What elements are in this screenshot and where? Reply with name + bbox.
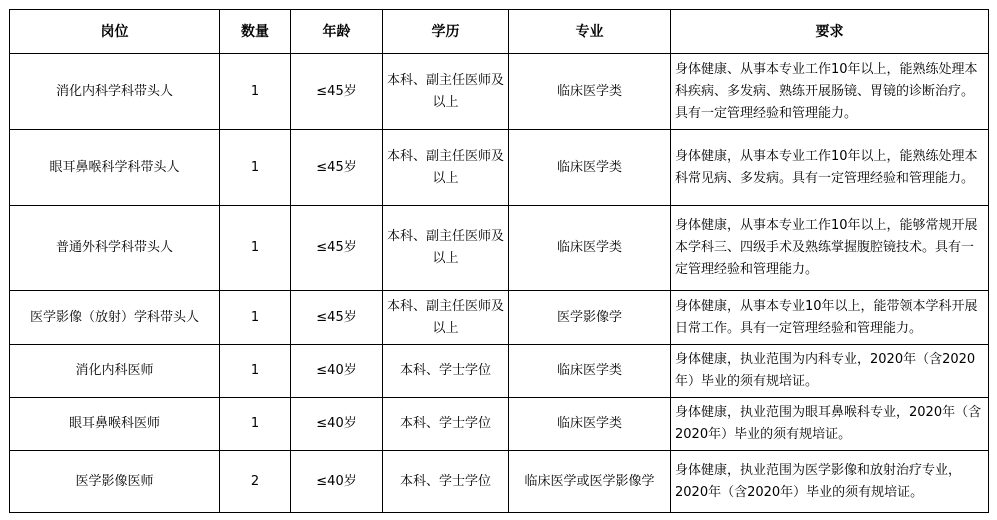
header-age: 年龄 (291, 10, 383, 54)
cell-degree: 本科、副主任医师及以上 (383, 291, 509, 345)
cell-count: 1 (220, 54, 291, 130)
cell-major: 医学影像学 (509, 291, 671, 345)
cell-count: 1 (220, 291, 291, 345)
table-row (10, 345, 989, 398)
table-header-row (10, 10, 989, 54)
cell-age: ≤40岁 (291, 451, 383, 513)
cell-requirement: 身体健康，从事本专业工作10年以上，能够常规开展本学科三、四级手术及熟练掌握腹腔镜技术。具有一定管理经验和管理能力。 (671, 206, 989, 291)
cell-degree: 本科、学士学位 (383, 398, 509, 451)
cell-position: 消化内科医师 (10, 345, 220, 398)
cell-requirement: 身体健康，从事本专业10年以上，能带领本学科开展日常工作。具有一定管理经验和管理能力。 (671, 291, 989, 345)
cell-requirement: 身体健康、从事本专业工作10年以上，能熟练处理本科疾病、多发病、熟练开展肠镜、胃镜的诊断治疗。具有一定管理经验和管理能力。 (671, 54, 989, 130)
cell-degree: 本科、副主任医师及以上 (383, 206, 509, 291)
cell-major: 临床医学类 (509, 54, 671, 130)
table-row (10, 291, 989, 345)
cell-degree: 本科、副主任医师及以上 (383, 54, 509, 130)
cell-age: ≤45岁 (291, 206, 383, 291)
header-position: 岗位 (10, 10, 220, 54)
cell-position: 眼耳鼻喉科学科带头人 (10, 130, 220, 206)
table-row (10, 206, 989, 291)
cell-position: 医学影像医师 (10, 451, 220, 513)
cell-major: 临床医学或医学影像学 (509, 451, 671, 513)
cell-age: ≤45岁 (291, 291, 383, 345)
table-row (10, 451, 989, 513)
cell-major: 临床医学类 (509, 206, 671, 291)
header-major: 专业 (509, 10, 671, 54)
header-degree: 学历 (383, 10, 509, 54)
cell-major: 临床医学类 (509, 398, 671, 451)
cell-requirement: 身体健康，执业范围为眼耳鼻喉科专业，2020年（含2020年）毕业的须有规培证。 (671, 398, 989, 451)
cell-count: 1 (220, 398, 291, 451)
table-row (10, 54, 989, 130)
cell-age: ≤45岁 (291, 130, 383, 206)
cell-age: ≤45岁 (291, 54, 383, 130)
cell-requirement: 身体健康，执业范围为内科专业，2020年（含2020年）毕业的须有规培证。 (671, 345, 989, 398)
cell-count: 1 (220, 345, 291, 398)
cell-position: 医学影像（放射）学科带头人 (10, 291, 220, 345)
cell-age: ≤40岁 (291, 398, 383, 451)
cell-degree: 本科、学士学位 (383, 345, 509, 398)
cell-count: 2 (220, 451, 291, 513)
cell-requirement: 身体健康，执业范围为医学影像和放射治疗专业，2020年（含2020年）毕业的须有规培证。 (671, 451, 989, 513)
cell-count: 1 (220, 206, 291, 291)
cell-requirement: 身体健康，从事本专业工作10年以上，能熟练处理本科常见病、多发病。具有一定管理经验和管理能力。 (671, 130, 989, 206)
cell-position: 消化内科学科带头人 (10, 54, 220, 130)
header-requirement: 要求 (671, 10, 989, 54)
table-row (10, 398, 989, 451)
cell-major: 临床医学类 (509, 130, 671, 206)
cell-age: ≤40岁 (291, 345, 383, 398)
cell-degree: 本科、学士学位 (383, 451, 509, 513)
table-row (10, 130, 989, 206)
cell-degree: 本科、副主任医师及以上 (383, 130, 509, 206)
cell-position: 普通外科学科带头人 (10, 206, 220, 291)
recruitment-table (9, 9, 989, 513)
header-count: 数量 (220, 10, 291, 54)
cell-major: 临床医学类 (509, 345, 671, 398)
cell-position: 眼耳鼻喉科医师 (10, 398, 220, 451)
cell-count: 1 (220, 130, 291, 206)
